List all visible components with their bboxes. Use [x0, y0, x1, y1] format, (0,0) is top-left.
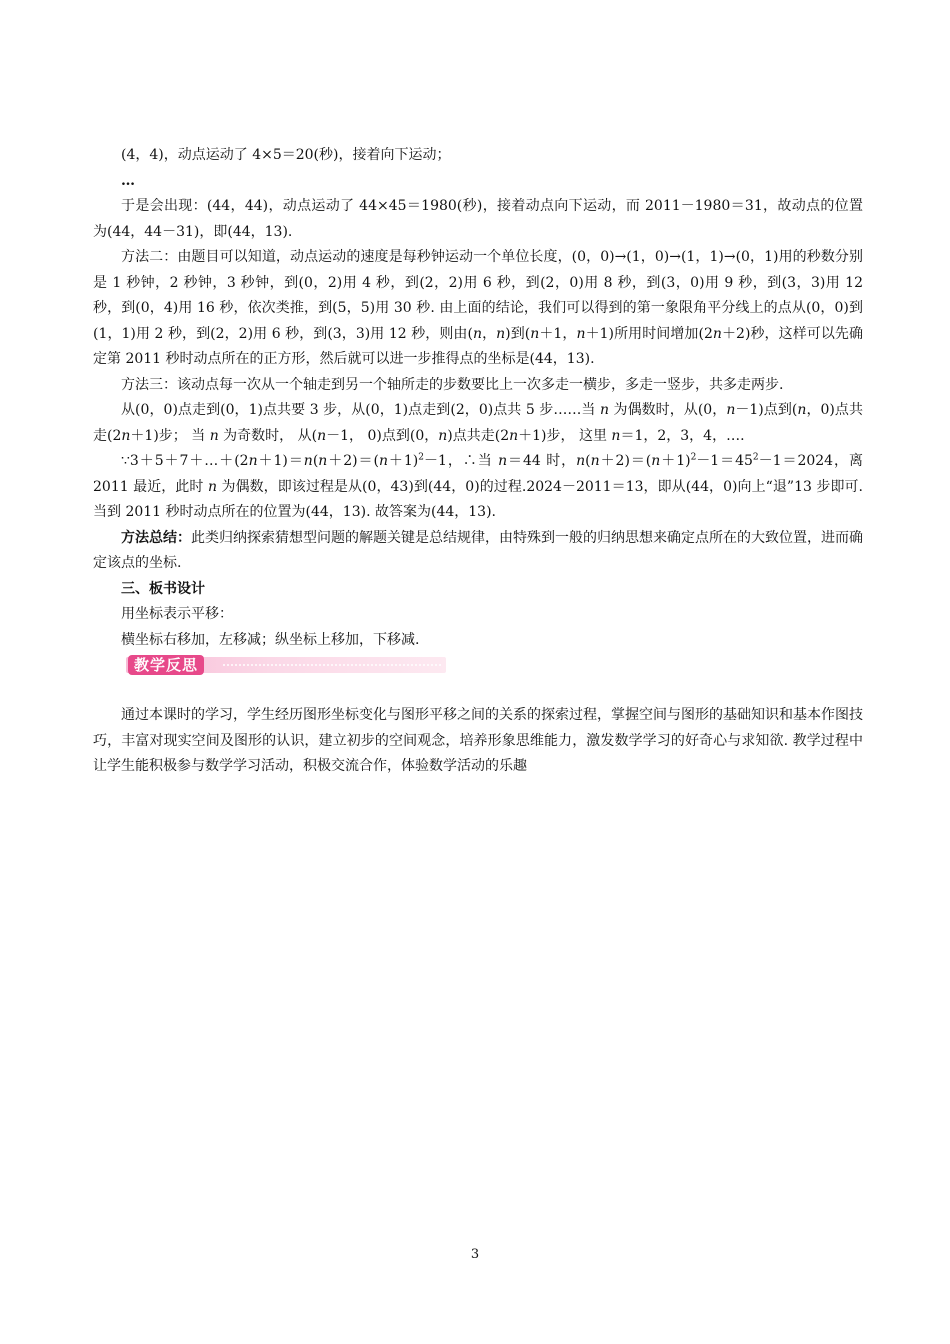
- page-number: 3: [470, 1247, 480, 1262]
- paragraph-method-summary: 方法总结：此类归纳探索猜想型问题的解题关键是总结规律，由特殊到一般的归纳思想来确定点所在的大致位置，进而确定该点的坐标.: [93, 529, 863, 571]
- paragraph-continuation: (4，4)，动点运动了 4×5＝20(秒)，接着向下运动；: [121, 147, 451, 163]
- paragraph-method-two: 方法二：由题目可以知道，动点运动的速度是每秒钟运动一个单位长度，(0，0)→(1，0)→(1，1)→(0，1)用的秒数分别是 1 秒钟，2 秒钟，3 秒钟，到(0，2)用 4 秒，到(2，2)用 6 秒，到(2，0)用 8 秒，到(3，0)用 9 秒，到(3，3)用 12 秒，到(0，4)用 16 秒，依次类推，到(5，5)用 30 秒. 由上面的结论，我们可以得到的第一象限角平分线上的点从(0，0)到(1，1)用 2 秒，到(2，2)用 6 秒，到(3，3)用 12 秒，则由(n，n)到(n＋1，n＋1)所用时间增加(2n＋2)秒，这样可以先确定第 2011 秒时动点所在的正方形，然后就可以进一步推得点的坐标是(44，13).: [93, 249, 863, 367]
- board-line-1: 用坐标表示平移：: [121, 606, 233, 622]
- section-heading-board-design: 三、板书设计: [121, 580, 205, 597]
- paragraph-equation: $\because 3+5+7+\dots+(2n+1)=n(n+2)=(n+1)^2-1$，∴当 n＝44 时，$n(n+2)=(n+1)^2-1=45^2-1=2024$，离 2011 最近，此时 n 为偶数，即该过程是从(0，43)到(44，0)的过程.2024－2011＝13，即从(44，0)向上“退”13 步即可. 当到 2011 秒时动点所在的位置为(44，13). 故答案为(44，13).: [93, 452, 864, 520]
- ellipsis-line: …: [121, 172, 135, 189]
- summary-label: 方法总结：: [121, 529, 191, 546]
- paragraph-steps: 从(0，0)点走到(0，1)点共要 3 步，从(0，1)点走到(2，0)点共 5 步……当 n 为偶数时，从(0，n－1)点到(n，0)点共走(2n＋1)步； 当 n 为奇数时， 从(n－1， 0)点到(0，n)点共走(2n＋1)步， 这里 n＝1，2，3，4，….: [93, 402, 863, 444]
- paragraph-method-three: 方法三：该动点每一次从一个轴走到另一个轴所走的步数要比上一次多走一横步，多走一竖步，共多走两步.: [121, 376, 784, 393]
- banner-dots: [222, 664, 442, 666]
- board-line-2: 横坐标右移加，左移减；纵坐标上移加，下移减.: [121, 631, 420, 648]
- document-body: [93, 143, 863, 780]
- paragraph-method-one-result: 于是会出现：(44，44)，动点运动了 44×45＝1980(秒)，接着动点向下运动，而 2011－1980＝31，故动点的位置为(44，44－31)，即(44，13).: [93, 198, 863, 240]
- paragraph-reflection: 通过本课时的学习，学生经历图形坐标变化与图形平移之间的关系的探索过程，掌握空间与图形的基础知识和基本作图技巧，丰富对现实空间及图形的认识，建立初步的空间观念，培养形象思维能力，激发数学学习的好奇心与求知欲. 教学过程中让学生能积极参与数学学习活动，积极交流合作，体验数学活动的乐趣: [93, 707, 863, 774]
- banner-label: 教学反思: [128, 655, 204, 675]
- teaching-reflection-banner: [126, 653, 446, 681]
